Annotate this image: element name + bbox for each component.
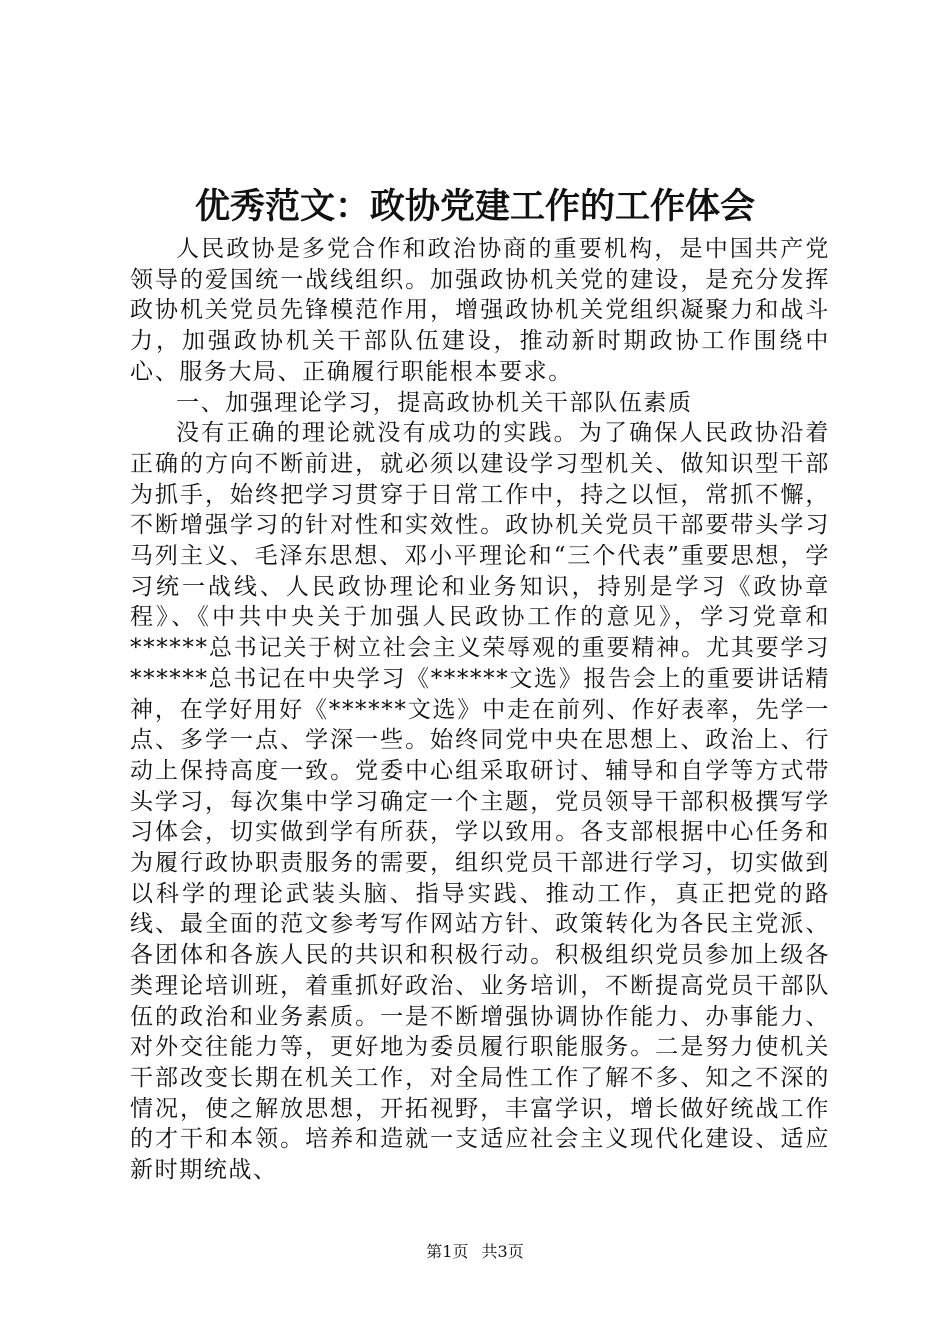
paragraph-intro: 人民政协是多党合作和政治协商的重要机构，是中国共产党领导的爱国统一战线组织。加强政协机关党的建设，是充分发挥政协机关党员先锋模范作用，增强政协机关党组织凝聚力和战斗力，加强政协机关干部队伍建设，推动新时期政协工作围绕中心、服务大局、正确履行职能根本要求。 xyxy=(130,236,830,385)
page-total: 共3页 xyxy=(481,1242,524,1261)
document-title: 优秀范文：政协党建工作的工作体会 xyxy=(194,186,755,227)
section-heading: 一、加强理论学习，提高政协机关干部队伍素质 xyxy=(176,389,693,416)
document-body xyxy=(130,234,830,1186)
paragraph-theory-study: 没有正确的理论就没有成功的实践。为了确保人民政协沿着正确的方向不断前进，就必须以建设学习型机关、做知识型干部为抓手，始终把学习贯穿于日常工作中，持之以恒，常抓不懈，不断增强学习的针对性和实效性。政协机关党员干部要带头学习马列主义、毛泽东思想、邓小平理论和“三个代表”重要思想，学习统一战线、人民政协理论和业务知识，持别是学习《政协章程》、《中共中央关于加强人民政协工作的意见》，学习党章和******总书记关于树立社会主义荣辱观的重要精神。尤其要学习******总书记在中央学习《******文选》报告会上的重要讲话精神，在学好用好《******文选》中走在前列、作好表率，先学一点、多学一点、学深一些。始终同党中央在思想上、政治上、行动上保持高度一致。党委中心组采取研讨、辅导和自学等方式带头学习，每次集中学习确定一个主题，党员领导干部积极撰写学习体会，切实做到学有所获，学以致用。各支部根据中心任务和为履行政协职责服务的需要，组织党员干部进行学习，切实做到以科学的理论武装头脑、指导实践、推动工作，真正把党的路线、最全面的范文参考写作网站方针、政策转化为各民主党派、各团体和各族人民的共识和积极行动。积极组织党员参加上级各类理论培训班，着重抓好政治、业务培训，不断提高党员干部队伍的政治和业务素质。一是不断增强协调协作能力、办事能力、对外交往能力等，更好地为委员履行职能服务。二是努力使机关干部改变长期在机关工作，对全局性工作了解不多、知之不深的情况，使之解放思想，开拓视野，丰富学识，增长做好统战工作的才干和本领。培养和造就一支适应社会主义现代化建设、适应新时期统战、 xyxy=(130,420,830,1184)
page-number: 第1页 xyxy=(426,1242,469,1261)
page-footer xyxy=(0,1240,950,1264)
